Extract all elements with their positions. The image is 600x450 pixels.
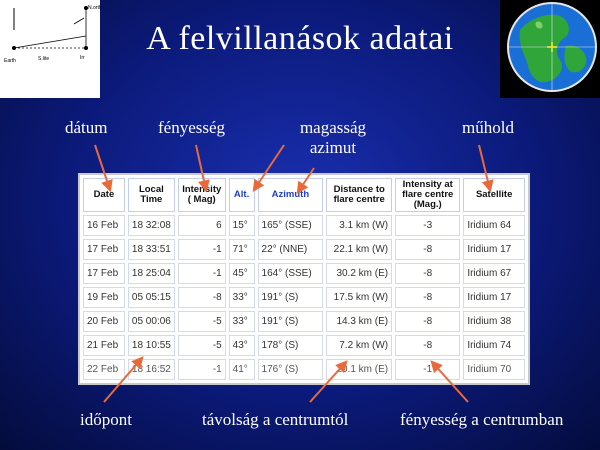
cell-distance: 30.2 km (E) bbox=[326, 263, 392, 284]
cell-date: 20 Feb bbox=[83, 311, 125, 332]
cell-intensity-centre: -3 bbox=[395, 215, 460, 236]
header-azimuth: Azimuth bbox=[258, 178, 324, 212]
cell-alt: 33° bbox=[229, 287, 255, 308]
cell-intensity-centre: -8 bbox=[395, 311, 460, 332]
header-intensity-centre: Intensity at flare centre (Mag.) bbox=[395, 178, 460, 212]
cell-azimuth: 164° (SSE) bbox=[258, 263, 324, 284]
label-magassag-azimut bbox=[288, 118, 378, 158]
cell-intensity: -1 bbox=[178, 263, 226, 284]
cell-azimuth: 191° (S) bbox=[258, 287, 324, 308]
cell-local-time: 05 00:06 bbox=[128, 311, 175, 332]
cell-alt: 15° bbox=[229, 215, 255, 236]
cell-intensity: -5 bbox=[178, 311, 226, 332]
cell-alt: 33° bbox=[229, 311, 255, 332]
cell-intensity: -8 bbox=[178, 287, 226, 308]
table-row bbox=[83, 311, 525, 332]
cell-date: 19 Feb bbox=[83, 287, 125, 308]
label-datum: dátum bbox=[65, 118, 108, 137]
table-row bbox=[83, 239, 525, 260]
cell-alt: 45° bbox=[229, 263, 255, 284]
cell-distance: 7.2 km (W) bbox=[326, 335, 392, 356]
cell-intensity: -1 bbox=[178, 359, 226, 380]
header-date: Date bbox=[83, 178, 125, 212]
header-distance: Distance to flare centre bbox=[326, 178, 392, 212]
header-alt: Alt. bbox=[229, 178, 255, 212]
cell-intensity-centre: -8 bbox=[395, 287, 460, 308]
table-header-row bbox=[83, 178, 525, 212]
slide-title: A felvillanások adatai bbox=[146, 20, 454, 57]
diagram-label-top: N.orth bbox=[88, 5, 102, 11]
label-magassag: magasság bbox=[299, 118, 367, 137]
cell-distance: 3.1 km (W) bbox=[326, 215, 392, 236]
label-fenyesseg-centrum: fényesség a centrumban bbox=[400, 410, 564, 429]
diagram-label-mid: S.lite bbox=[38, 56, 50, 62]
cell-intensity-centre: -1 bbox=[395, 359, 460, 380]
cell-intensity-centre: -8 bbox=[395, 239, 460, 260]
cell-local-time: 18 10:55 bbox=[128, 335, 175, 356]
cell-satellite: Iridium 70 bbox=[463, 359, 525, 380]
cell-intensity-centre: -8 bbox=[395, 335, 460, 356]
cell-date: 17 Feb bbox=[83, 263, 125, 284]
cell-alt: 43° bbox=[229, 335, 255, 356]
cell-intensity: -1 bbox=[178, 239, 226, 260]
cell-local-time: 18 16:52 bbox=[128, 359, 175, 380]
cell-date: 22 Feb bbox=[83, 359, 125, 380]
cell-alt: 41° bbox=[229, 359, 255, 380]
cell-azimuth: 176° (S) bbox=[258, 359, 324, 380]
table-row bbox=[83, 215, 525, 236]
cell-satellite: Iridium 17 bbox=[463, 287, 525, 308]
label-tavolsag: távolság a centrumtól bbox=[202, 410, 349, 429]
cell-local-time: 05 05:15 bbox=[128, 287, 175, 308]
label-azimut: azimut bbox=[309, 138, 357, 157]
table-row bbox=[83, 359, 525, 380]
cell-alt: 71° bbox=[229, 239, 255, 260]
diagram-label-left: Earth bbox=[4, 58, 16, 64]
cell-intensity: -5 bbox=[178, 335, 226, 356]
header-local-time: Local Time bbox=[128, 178, 175, 212]
label-idopont: időpont bbox=[80, 410, 132, 429]
cell-date: 16 Feb bbox=[83, 215, 125, 236]
label-fenyesseg: fényesség bbox=[158, 118, 226, 137]
cell-satellite: Iridium 64 bbox=[463, 215, 525, 236]
cell-satellite: Iridium 38 bbox=[463, 311, 525, 332]
cell-azimuth: 178° (S) bbox=[258, 335, 324, 356]
cell-azimuth: 191° (S) bbox=[258, 311, 324, 332]
cell-local-time: 18 25:04 bbox=[128, 263, 175, 284]
cell-azimuth: 22° (NNE) bbox=[258, 239, 324, 260]
cell-distance: 20.1 km (E) bbox=[326, 359, 392, 380]
cell-date: 17 Feb bbox=[83, 239, 125, 260]
cell-distance: 14.3 km (E) bbox=[326, 311, 392, 332]
header-intensity: Intensity ( Mag) bbox=[178, 178, 226, 212]
diagram-label-right: Irr bbox=[80, 55, 85, 61]
cell-distance: 17.5 km (W) bbox=[326, 287, 392, 308]
cell-local-time: 18 33:51 bbox=[128, 239, 175, 260]
header-satellite: Satellite bbox=[463, 178, 525, 212]
cell-distance: 22.1 km (W) bbox=[326, 239, 392, 260]
table-row bbox=[83, 287, 525, 308]
cell-intensity: 6 bbox=[178, 215, 226, 236]
cell-satellite: Iridium 74 bbox=[463, 335, 525, 356]
cell-azimuth: 165° (SSE) bbox=[258, 215, 324, 236]
cell-satellite: Iridium 67 bbox=[463, 263, 525, 284]
geometry-diagram bbox=[0, 0, 100, 98]
cell-intensity-centre: -8 bbox=[395, 263, 460, 284]
flare-table bbox=[80, 175, 528, 383]
cell-date: 21 Feb bbox=[83, 335, 125, 356]
cell-local-time: 18 32:08 bbox=[128, 215, 175, 236]
flare-table-screenshot bbox=[78, 173, 530, 385]
label-muhold: műhold bbox=[462, 118, 514, 137]
globe-image bbox=[500, 0, 600, 98]
table-row bbox=[83, 335, 525, 356]
table-row bbox=[83, 263, 525, 284]
cell-satellite: Iridium 17 bbox=[463, 239, 525, 260]
